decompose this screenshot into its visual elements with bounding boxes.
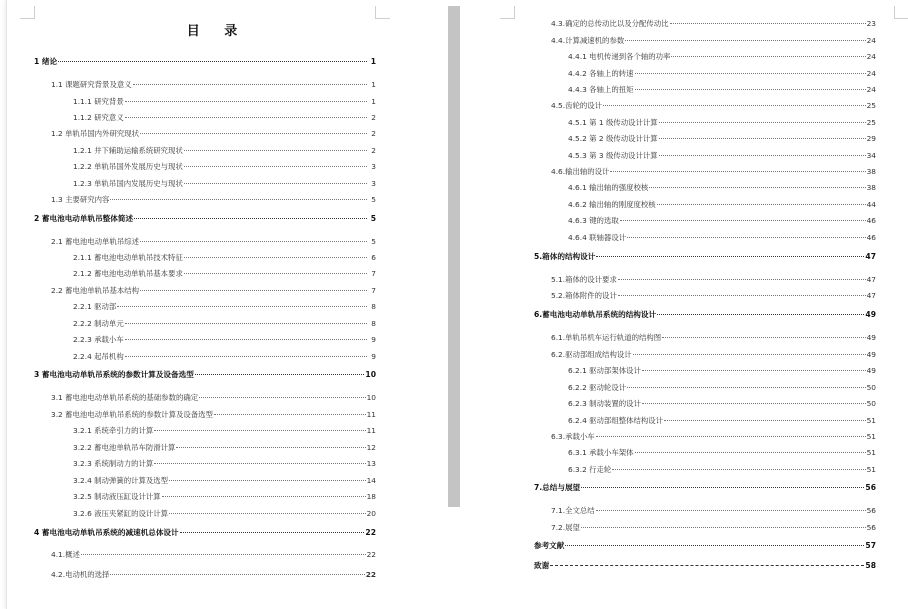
toc-entry-label: 4.6.1 输出轴的强度校核 (568, 183, 649, 192)
toc-entry-label: 6.2.2 驱动轮设计 (568, 383, 627, 392)
toc-entry-label: 4.4.1 电机传递到各个轴的功率 (568, 52, 671, 61)
toc-page-number: 49 (866, 350, 876, 359)
dot-leader (596, 436, 866, 437)
toc-subsection-entry[interactable] (568, 69, 876, 79)
toc-entry-label: 3.2.4 制动弹簧的计算及选型 (73, 476, 169, 485)
document-page-right (460, 0, 908, 609)
toc-entry-label: 1.2.1 井下辅助运输系统研究现状 (73, 146, 183, 155)
toc-entry-label: 2.2.2 制动单元 (73, 319, 124, 328)
dot-leader (618, 295, 866, 296)
dot-leader (117, 306, 367, 307)
toc-entry-label: 2.2.4 起吊机构 (73, 352, 124, 361)
toc-title: 目 录 (186, 24, 248, 39)
toc-entry-label: 7.总结与展望 (534, 483, 581, 492)
dot-leader (214, 414, 366, 415)
toc-section-entry[interactable] (551, 167, 876, 177)
dot-leader (125, 356, 367, 357)
toc-subsection-entry[interactable] (73, 509, 376, 519)
toc-page-number: 24 (866, 69, 876, 78)
margin-corner-mark-top-left (20, 6, 35, 19)
toc-subsection-entry[interactable] (73, 253, 376, 263)
toc-page-number: 49 (865, 310, 876, 319)
toc-subsection-entry[interactable] (73, 113, 376, 123)
margin-corner-mark-top-right (894, 6, 908, 19)
toc-page-number: 3 (371, 179, 376, 188)
toc-subsection-entry[interactable] (73, 459, 376, 469)
toc-chapter-entry[interactable] (34, 214, 376, 224)
dot-leader (662, 337, 865, 338)
dot-leader (565, 545, 864, 546)
toc-chapter-entry[interactable] (34, 57, 376, 67)
toc-entry-label: 4.4.计算减速机的参数 (551, 36, 625, 45)
toc-page-number: 22 (366, 550, 376, 559)
toc-subsection-entry[interactable] (73, 352, 376, 362)
toc-page-number: 57 (865, 541, 876, 550)
toc-page-number: 56 (866, 506, 876, 515)
toc-page-number: 47 (866, 291, 876, 300)
toc-section-entry[interactable] (51, 237, 376, 247)
toc-entry-label: 1.1 课题研究背景及意义 (51, 80, 132, 89)
toc-entry-label: 2.2.3 承载小车 (73, 335, 124, 344)
dot-leader (134, 218, 367, 219)
toc-chapter-entry[interactable] (534, 310, 876, 320)
toc-subsection-entry[interactable] (568, 151, 876, 161)
toc-subsection-entry[interactable] (568, 416, 876, 426)
toc-subsection-entry[interactable] (73, 269, 376, 279)
toc-page-number: 49 (866, 366, 876, 375)
toc-page-number: 20 (366, 509, 376, 518)
toc-entry-label: 3.2.2 蓄电池单轨吊车防滑计算 (73, 443, 176, 452)
toc-entry-label: 1 绪论 (34, 57, 58, 66)
dot-leader (133, 84, 367, 85)
toc-entry-label: 6.3.2 行走轮 (568, 465, 612, 474)
dot-leader (625, 40, 865, 41)
toc-page-number: 51 (866, 432, 876, 441)
dot-leader (657, 314, 864, 315)
dot-leader (596, 510, 866, 511)
toc-page-number: 1 (371, 97, 376, 106)
toc-entry-label: 6.1.单轨吊机车运行轨道的结构图 (551, 333, 662, 342)
toc-page-number: 47 (865, 252, 876, 261)
toc-section-entry[interactable] (551, 333, 876, 343)
toc-entry-label: 4.5.2 第 2 级传动设计计算 (568, 134, 658, 143)
toc-page-number: 22 (365, 528, 376, 537)
toc-page-number: 34 (866, 151, 876, 160)
dot-leader (670, 23, 866, 24)
toc-section-entry[interactable] (51, 286, 376, 296)
toc-page-number: 25 (866, 101, 876, 110)
toc-subsection-entry[interactable] (568, 366, 876, 376)
toc-entry-label: 4.6.2 输出轴的刚度度校核 (568, 200, 656, 209)
dot-leader (169, 480, 366, 481)
toc-subsection-entry[interactable] (73, 426, 376, 436)
toc-page-number: 2 (371, 129, 376, 138)
toc-page-number: 46 (866, 233, 876, 242)
dot-leader (633, 354, 866, 355)
dot-leader (635, 73, 866, 74)
dot-leader (581, 527, 866, 528)
toc-entry-label: 3.2.3 系统制动力的计算 (73, 459, 154, 468)
toc-page-number: 51 (866, 416, 876, 425)
toc-section-entry[interactable] (551, 36, 876, 46)
toc-page-number: 47 (866, 275, 876, 284)
toc-entry-label: 3.2.5 制动液压缸设计计算 (73, 492, 161, 501)
toc-page-number: 10 (366, 393, 376, 402)
toc-entry-label: 4.5.齿轮的设计 (551, 101, 603, 110)
toc-section-entry[interactable] (551, 291, 876, 301)
toc-entry-label: 5.1.箱体的设计要求 (551, 275, 617, 284)
toc-entry-label: 4.5.1 第 1 级传动设计计算 (568, 118, 658, 127)
toc-subsection-entry[interactable] (73, 179, 376, 189)
toc-section-entry[interactable] (51, 410, 376, 420)
toc-subsection-entry[interactable] (73, 302, 376, 312)
toc-page-number: 11 (366, 426, 376, 435)
toc-entry-label: 4.1.概述 (51, 550, 80, 559)
toc-entry-label: 1.2 单轨吊国内外研究现状 (51, 129, 140, 138)
toc-entry-label: 7.1.全文总结 (551, 506, 595, 515)
toc-page-number: 46 (866, 216, 876, 225)
dot-leader (664, 420, 866, 421)
toc-entry-label: 6.2.4 驱动部组整体结构设计 (568, 416, 664, 425)
document-page-left (6, 0, 447, 609)
dot-leader (596, 256, 864, 257)
toc-entry-label: 6.3.承载小车 (551, 432, 595, 441)
toc-page-number: 29 (866, 134, 876, 143)
toc-page-number: 1 (370, 57, 376, 66)
toc-entry-label: 参考文献 (534, 541, 565, 550)
dot-leader (627, 387, 865, 388)
toc-entry-label: 6.蓄电池电动单轨吊系统的结构设计 (534, 310, 657, 319)
dot-leader (635, 89, 866, 90)
toc-entry-label: 致谢 (534, 561, 550, 570)
dot-leader (184, 257, 367, 258)
dot-leader (81, 554, 366, 555)
toc-subsection-entry[interactable] (568, 216, 876, 226)
toc-subsection-entry[interactable] (568, 448, 876, 458)
dot-leader (125, 117, 367, 118)
dot-leader (184, 150, 367, 151)
toc-page-number: 2 (371, 146, 376, 155)
dot-leader (199, 397, 365, 398)
dot-leader (180, 532, 365, 533)
toc-entry-label: 5.2.箱体附件的设计 (551, 291, 617, 300)
dot-leader (659, 138, 866, 139)
toc-page-number: 10 (365, 370, 376, 379)
dot-leader (642, 370, 866, 371)
toc-page-number: 13 (366, 459, 376, 468)
page-gutter-divider (448, 6, 460, 507)
toc-page-number: 38 (866, 167, 876, 176)
dot-leader (125, 101, 367, 102)
toc-entry-label: 2.2.1 驱动部 (73, 302, 117, 311)
toc-section-entry[interactable] (551, 19, 876, 29)
toc-page-number: 50 (866, 399, 876, 408)
toc-subsection-entry[interactable] (73, 476, 376, 486)
toc-page-number: 7 (371, 269, 376, 278)
toc-section-entry[interactable] (51, 570, 376, 580)
toc-subsection-entry[interactable] (568, 52, 876, 62)
dot-leader (581, 487, 864, 488)
toc-subsection-entry[interactable] (73, 97, 376, 107)
toc-page-number: 9 (371, 335, 376, 344)
dot-leader (671, 56, 865, 57)
toc-chapter-entry[interactable] (534, 252, 876, 262)
dot-leader (603, 105, 866, 106)
toc-page-number: 7 (371, 286, 376, 295)
toc-entry-label: 2.1 蓄电池电动单轨吊综述 (51, 237, 140, 246)
toc-page-number: 6 (371, 253, 376, 262)
toc-page-number: 9 (371, 352, 376, 361)
margin-corner-mark-top-left (500, 6, 515, 19)
toc-chapter-entry[interactable] (534, 561, 876, 571)
toc-chapter-entry[interactable] (34, 370, 376, 380)
toc-section-entry[interactable] (551, 350, 876, 360)
toc-subsection-entry[interactable] (568, 118, 876, 128)
toc-section-entry[interactable] (551, 506, 876, 516)
toc-entry-label: 3.2 蓄电池电动单轨吊系统的参数计算及设备选型 (51, 410, 213, 419)
toc-chapter-entry[interactable] (34, 528, 376, 538)
toc-page-number: 24 (866, 52, 876, 61)
toc-subsection-entry[interactable] (73, 335, 376, 345)
toc-page-number: 8 (371, 302, 376, 311)
toc-subsection-entry[interactable] (568, 200, 876, 210)
toc-entry-label: 1.2.2 单轨吊国外发展历史与现状 (73, 162, 183, 171)
toc-section-entry[interactable] (551, 101, 876, 111)
toc-entry-label: 5.箱体的结构设计 (534, 252, 596, 261)
toc-page-number: 14 (366, 476, 376, 485)
toc-entry-label: 4.4.2 各轴上的转速 (568, 69, 634, 78)
dot-leader (635, 452, 866, 453)
dot-leader (627, 237, 865, 238)
toc-page-number: 5 (371, 237, 376, 246)
toc-page-number: 51 (866, 448, 876, 457)
toc-page-number: 56 (865, 483, 876, 492)
toc-page-number: 18 (366, 492, 376, 501)
toc-page-number: 25 (866, 118, 876, 127)
dot-leader (612, 469, 865, 470)
dot-leader (620, 220, 866, 221)
toc-page-number: 5 (370, 214, 376, 223)
toc-page-number: 22 (365, 570, 376, 579)
toc-section-entry[interactable] (51, 80, 376, 90)
toc-entry-label: 4.6.3 键的选取 (568, 216, 619, 225)
dot-leader (184, 166, 367, 167)
dot-leader (184, 183, 367, 184)
toc-page-number: 24 (866, 36, 876, 45)
toc-chapter-entry[interactable] (534, 483, 876, 493)
toc-entry-label: 6.2.3 制动装置的设计 (568, 399, 641, 408)
toc-entry-label: 3.1 蓄电池电动单轨吊系统的基础参数的确定 (51, 393, 199, 402)
dot-leader (140, 290, 367, 291)
dot-leader (618, 279, 866, 280)
dot-leader (110, 199, 367, 200)
dot-leader (657, 204, 866, 205)
toc-entry-label: 4.4.3 各轴上的扭矩 (568, 85, 634, 94)
toc-page-number: 2 (371, 113, 376, 122)
toc-page-number: 12 (366, 443, 376, 452)
toc-chapter-entry[interactable] (534, 541, 876, 551)
toc-page-number: 56 (866, 523, 876, 532)
toc-entry-label: 2 蓄电池电动单轨吊整体简述 (34, 214, 134, 223)
toc-page-number: 38 (866, 183, 876, 192)
toc-subsection-entry[interactable] (73, 162, 376, 172)
toc-entry-label: 1.3 主要研究内容 (51, 195, 110, 204)
toc-entry-label: 2.1.1 蓄电池电动单轨吊技术特征 (73, 253, 183, 262)
toc-page-number: 49 (866, 333, 876, 342)
dot-leader (649, 187, 865, 188)
dot-leader (58, 61, 367, 62)
toc-section-entry[interactable] (551, 523, 876, 533)
dot-leader (195, 374, 365, 375)
toc-section-entry[interactable] (551, 275, 876, 285)
dot-leader (642, 403, 866, 404)
toc-entry-label: 2.2 蓄电池单轨吊基本结构 (51, 286, 140, 295)
toc-entry-label: 2.1.2 蓄电池电动单轨吊基本要求 (73, 269, 183, 278)
toc-subsection-entry[interactable] (568, 465, 876, 475)
toc-entry-label: 3.2.1 系统牵引力的计算 (73, 426, 154, 435)
toc-page-number: 8 (371, 319, 376, 328)
toc-subsection-entry[interactable] (568, 233, 876, 243)
toc-entry-label: 3.2.6 液压夹紧缸的设计计算 (73, 509, 169, 518)
toc-entry-label: 6.2.1 驱动部架体设计 (568, 366, 641, 375)
toc-page-number: 51 (866, 465, 876, 474)
dot-leader (110, 574, 364, 575)
toc-page-number: 58 (865, 561, 876, 570)
dot-leader (659, 155, 866, 156)
toc-subsection-entry[interactable] (73, 443, 376, 453)
toc-page-number: 23 (866, 19, 876, 28)
toc-subsection-entry[interactable] (73, 146, 376, 156)
dot-leader (154, 430, 365, 431)
toc-entry-label: 6.3.1 承载小车架体 (568, 448, 634, 457)
dot-leader (184, 273, 367, 274)
toc-entry-label: 1.2.3 单轨吊国内发展历史与现状 (73, 179, 183, 188)
toc-subsection-entry[interactable] (568, 399, 876, 409)
dot-leader (176, 447, 365, 448)
dot-leader (162, 496, 366, 497)
toc-subsection-entry[interactable] (568, 134, 876, 144)
toc-page-number: 5 (371, 195, 376, 204)
toc-entry-label: 1.1.1 研究背景 (73, 97, 124, 106)
toc-page-number: 24 (866, 85, 876, 94)
toc-subsection-entry[interactable] (568, 85, 876, 95)
dot-leader (140, 133, 367, 134)
dot-leader (154, 463, 365, 464)
toc-subsection-entry[interactable] (73, 492, 376, 502)
toc-entry-label: 4.3.确定的总传动比以及分配传动比 (551, 19, 669, 28)
toc-section-entry[interactable] (51, 550, 376, 560)
dot-leader (169, 513, 366, 514)
toc-entry-label: 4.6.输出轴的设计 (551, 167, 610, 176)
toc-section-entry[interactable] (51, 129, 376, 139)
margin-corner-mark-top-right (375, 6, 390, 19)
toc-entry-label: 6.2.驱动部组成结构设计 (551, 350, 632, 359)
toc-entry-label: 4.5.3 第 3 级传动设计计算 (568, 151, 658, 160)
dot-leader (610, 171, 865, 172)
toc-page-number: 44 (866, 200, 876, 209)
dot-leader (125, 339, 367, 340)
toc-section-entry[interactable] (51, 393, 376, 403)
toc-entry-label: 4 蓄电池电动单轨吊系统的减速机总体设计 (34, 528, 179, 537)
dot-leader (550, 565, 864, 566)
toc-entry-label: 4.2.电动机的选择 (51, 570, 110, 579)
toc-entry-label: 4.6.4 联轴器设计 (568, 233, 627, 242)
toc-page-number: 11 (366, 410, 376, 419)
toc-section-entry[interactable] (551, 432, 876, 442)
toc-page-number: 50 (866, 383, 876, 392)
toc-subsection-entry[interactable] (568, 383, 876, 393)
dot-leader (140, 241, 367, 242)
dot-leader (659, 122, 866, 123)
dot-leader (125, 323, 367, 324)
toc-subsection-entry[interactable] (73, 319, 376, 329)
toc-entry-label: 3 蓄电池电动单轨吊系统的参数计算及设备选型 (34, 370, 194, 379)
toc-entry-label: 7.2.展望 (551, 523, 580, 532)
toc-page-number: 3 (371, 162, 376, 171)
toc-page-number: 1 (371, 80, 376, 89)
toc-entry-label: 1.1.2 研究意义 (73, 113, 124, 122)
toc-section-entry[interactable] (51, 195, 376, 205)
toc-subsection-entry[interactable] (568, 183, 876, 193)
